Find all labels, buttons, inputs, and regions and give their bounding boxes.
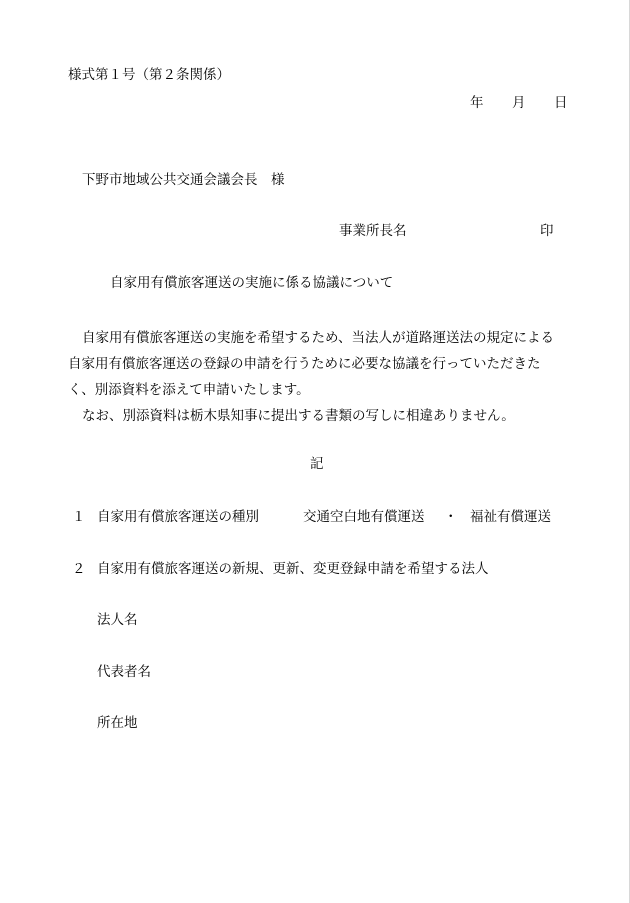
item1-option-welfare: 福祉有償運送	[470, 509, 551, 525]
corporation-name-field-label: 法人名	[97, 612, 138, 628]
item1-separator: ・	[444, 509, 458, 525]
body-line: なお、別添資料は栃木県知事に提出する書類の写しに相違ありません。	[82, 408, 515, 424]
document-subject: 自家用有償旅客運送の実施に係る協議について	[110, 275, 394, 291]
addressee: 下野市地域公共交通会議会長 様	[82, 172, 285, 188]
body-line: く、別添資料を添えて申請いたします。	[68, 382, 310, 398]
date-line	[470, 94, 570, 112]
office-name-label: 事業所長名	[339, 223, 407, 239]
address-field-label: 所在地	[97, 715, 138, 731]
item1-number: １	[72, 509, 86, 525]
form-number: 様式第１号（第２条関係）	[68, 67, 230, 83]
item1-option-transport-gap: 交通空白地有償運送	[303, 509, 425, 525]
seal-label: 印	[540, 223, 554, 239]
item2-number: ２	[72, 561, 86, 577]
body-line: 自家用有償旅客運送の登録の申請を行うために必要な協議を行っていただきた	[68, 356, 541, 372]
representative-name-field-label: 代表者名	[97, 664, 151, 680]
body-line: 自家用有償旅客運送の実施を希望するため、当法人が道路運送法の規定による	[82, 330, 554, 346]
ki-heading: 記	[310, 456, 324, 472]
item2-label: 自家用有償旅客運送の新規、更新、変更登録申請を希望する法人	[97, 561, 489, 577]
date-day-label: 日	[554, 95, 568, 111]
body-paragraph	[68, 325, 588, 429]
item1-label: 自家用有償旅客運送の種別	[97, 509, 259, 525]
date-month-label: 月	[512, 95, 526, 111]
date-year-label: 年	[470, 95, 484, 111]
